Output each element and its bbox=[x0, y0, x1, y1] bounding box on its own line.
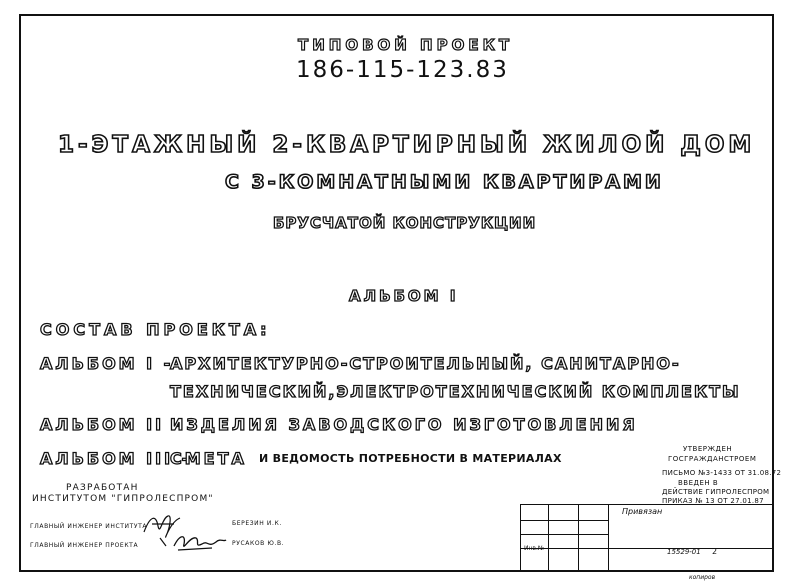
stamp-inv-label: Инв.№ bbox=[524, 545, 545, 552]
album-3-text-2: И ВЕДОМОСТЬ ПОТРЕБНОСТИ В МАТЕРИАЛАХ bbox=[259, 452, 562, 465]
project-code: 186-115-123.83 bbox=[296, 57, 509, 83]
signature-name-2: РУСАКОВ Ю.В. bbox=[232, 540, 285, 547]
album-label: АЛЬБОМ I bbox=[349, 287, 459, 305]
title-line-3: БРУСЧАТОЙ КОНСТРУКЦИИ bbox=[273, 214, 537, 232]
composition-heading: СОСТАВ ПРОЕКТА: bbox=[40, 320, 271, 339]
project-type-label: ТИПОВОЙ ПРОЕКТ bbox=[298, 36, 514, 54]
handwritten-signature-2 bbox=[172, 530, 228, 554]
album-1-text-2: ТЕХНИЧЕСКИЙ,ЭЛЕКТРОТЕХНИЧЕСКИЙ КОМПЛЕКТЫ bbox=[170, 382, 741, 401]
approval-line-1: УТВЕРЖДЕН bbox=[683, 445, 733, 453]
sheet-number: 15529-01 bbox=[667, 548, 701, 556]
album-1-label: АЛЬБОМ I - bbox=[40, 354, 174, 373]
album-3-label: АЛЬБОМ III - bbox=[40, 449, 192, 468]
approval-line-6: ПРИКАЗ № 13 ОТ 27.01.87 bbox=[662, 497, 764, 505]
approval-line-4: ВВЕДЕН В bbox=[678, 479, 719, 487]
developer-line-2: ИНСТИТУТОМ "ГИПРОЛЕСПРОМ" bbox=[32, 494, 214, 504]
stamp-row-line-2 bbox=[520, 534, 608, 535]
album-1-text-1: АРХИТЕКТУРНО-СТРОИТЕЛЬНЫЙ, САНИТАРНО- bbox=[170, 354, 681, 373]
stamp-col-line-2 bbox=[578, 504, 579, 571]
album-3-text-1: СМЕТА bbox=[170, 449, 247, 468]
approval-line-2: ГОСГРАЖДАНСТРОЕМ bbox=[668, 455, 757, 463]
copied-by: копиров bbox=[689, 574, 716, 581]
signature-role-1: ГЛАВНЫЙ ИНЖЕНЕР ИНСТИТУТА bbox=[30, 523, 148, 530]
title-line-2: С 3-КОМНАТНЫМИ КВАРТИРАМИ bbox=[225, 171, 664, 193]
album-2-text-1: ИЗДЕЛИЯ ЗАВОДСКОГО ИЗГОТОВЛЕНИЯ bbox=[170, 415, 638, 434]
stamp-row-line-3 bbox=[520, 548, 773, 549]
signature-name-1: БЕРЕЗИН И.К. bbox=[232, 520, 282, 527]
stamp-col-line-3 bbox=[608, 504, 609, 571]
approval-line-3: ПИСЬМО №3-1433 ОТ 31.08.72 bbox=[662, 469, 782, 477]
title-line-1: 1-ЭТАЖНЫЙ 2-КВАРТИРНЫЙ ЖИЛОЙ ДОМ bbox=[58, 132, 756, 158]
sheet-page: 2 bbox=[712, 547, 718, 556]
signature-role-2: ГЛАВНЫЙ ИНЖЕНЕР ПРОЕКТА bbox=[30, 542, 139, 549]
stamp-linked-label: Привязан bbox=[622, 507, 663, 516]
album-2-label: АЛЬБОМ II - bbox=[40, 415, 183, 434]
stamp-col-line-1 bbox=[548, 504, 549, 571]
stamp-row-line-1 bbox=[520, 520, 608, 521]
developer-line-1: РАЗРАБОТАН bbox=[66, 483, 139, 493]
approval-line-5: ДЕЙСТВИЕ ГИПРОЛЕСПРОМ bbox=[662, 488, 770, 496]
